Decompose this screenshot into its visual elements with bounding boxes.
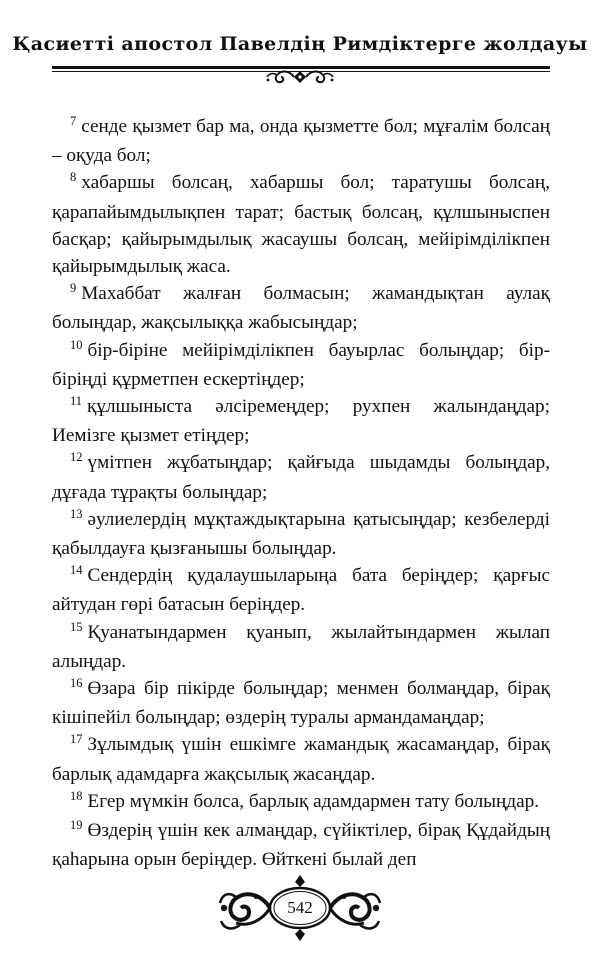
verse — [52, 449, 550, 505]
verse — [52, 337, 550, 393]
verse-number: 12 — [70, 450, 83, 465]
verse — [52, 675, 550, 731]
verse-number: 17 — [70, 732, 83, 747]
verse — [52, 506, 550, 562]
verse-number: 13 — [70, 506, 83, 521]
header-flourish-ornament — [265, 66, 335, 88]
verse-text: Өздерің үшін кек алмаңдар, сүйіктілер, бірақ Құдайдың қаһарына орын беріңдер. Өйткені былай деп — [52, 820, 550, 871]
verse — [52, 113, 550, 169]
page-number: 542 — [287, 898, 313, 917]
verse-text: Зұлымдық үшін ешкімге жамандық жасамаңдар, бірақ барлық адамдарға жақсылық жасаңдар. — [52, 734, 550, 785]
verse-text: Өзара бір пікірде болыңдар; менмен болмаңдар, бірақ кішіпейіл болыңдар; өздерің туралы армандамаңдар; — [52, 678, 550, 729]
verse — [52, 788, 550, 817]
verse-number: 11 — [70, 394, 83, 409]
verse-text: әулиелердің мұқтаждықтарына қатысыңдар; кезбелерді қабылдауға қызғанышы болыңдар. — [52, 508, 550, 560]
scripture-body — [52, 113, 550, 873]
running-header-title: Қасиетті апостол Павелдің Римдіктерге жолдауы — [12, 33, 588, 55]
verse-number: 7 — [70, 114, 77, 128]
verse-number: 16 — [70, 676, 83, 691]
verse — [52, 731, 550, 787]
verse — [52, 619, 550, 675]
verse-text: хабаршы болсаң, хабаршы бол; таратушы болсаң, қарапайымдылықпен тарат; бастық болсаң, құлшыныспен басқар; қайырымдылық жасаушы болсаң, мейірімділікпен қайырымдылық жаса. — [52, 172, 550, 278]
verse-text: бір-біріне мейірімділікпен бауырлас болыңдар; бір-біріңді құрметпен ескертіңдер; — [52, 339, 550, 390]
verse-number: 15 — [70, 619, 83, 634]
verse-text: Сендердің қудалаушыларыңа бата беріңдер; қарғыс айтудан гөрі батасын беріңдер. — [52, 565, 550, 616]
verse-text: Махаббат жалған болмасын; жамандықтан аулақ болыңдар, жақсылыққа жабысыңдар; — [52, 283, 550, 334]
verse-text: Қуанатындармен қуанып, жылайтындармен жылап алыңдар. — [52, 621, 550, 672]
verse-number: 9 — [70, 281, 77, 296]
verse — [52, 562, 550, 618]
verse-number: 18 — [70, 788, 83, 803]
verse — [52, 817, 550, 873]
verse — [52, 393, 550, 449]
verse-number: 14 — [70, 563, 83, 578]
verse-number: 8 — [70, 170, 77, 185]
verse-text: үмітпен жұбатыңдар; қайғыда шыдамды болыңдар, дұғада тұрақты болыңдар; — [52, 452, 550, 503]
verse-text: құлшыныста әлсіремеңдер; рухпен жалындаңдар; Иемізге қызмет етіңдер; — [52, 396, 550, 447]
verse — [52, 280, 550, 336]
verse-text: Егер мүмкін болса, барлық адамдармен тату болыңдар. — [87, 790, 539, 812]
verse — [52, 169, 550, 280]
verse-number: 10 — [70, 337, 83, 352]
verse-text: сенде қызмет бар ма, онда қызметте бол; мұғалім болсаң – оқуда бол; — [52, 116, 550, 167]
verse-number: 19 — [70, 818, 83, 833]
